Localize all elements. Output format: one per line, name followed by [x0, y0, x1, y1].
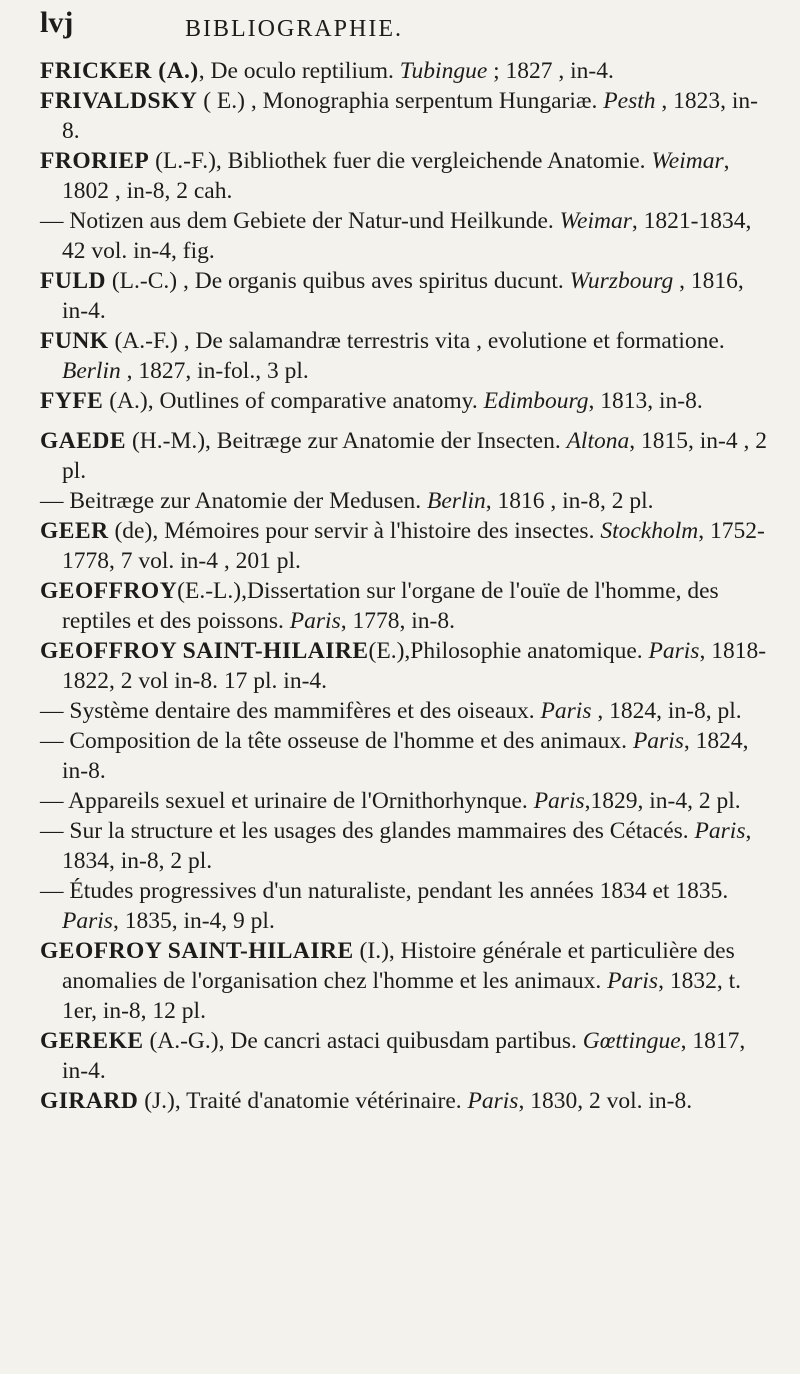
entry-author: FRIVALDSKY — [40, 88, 198, 114]
entry-author: GAEDE — [40, 428, 127, 454]
entry-details: , 1816, in-4. — [62, 268, 744, 324]
entry-place: Paris — [694, 818, 746, 844]
page-header — [40, 6, 740, 46]
entry-place: Berlin — [427, 488, 486, 514]
entry-title: — Beitræge zur Anatomie der Medusen. — [40, 488, 428, 514]
entry-place: Altona — [566, 428, 630, 454]
entry-details: , 1832, t. 1er, in-8, 12 pl. — [62, 968, 741, 1024]
entry-author: FUNK — [40, 328, 109, 354]
entry-place: Wurzbourg — [569, 268, 674, 294]
section-spacer — [40, 416, 768, 426]
bibliography-entry — [40, 636, 768, 696]
entry-details: , 1817, in-4. — [62, 1028, 746, 1084]
entry-title: , De oculo reptilium. — [198, 58, 400, 84]
entry-place: Paris — [289, 608, 341, 634]
bibliography-entry — [40, 426, 768, 486]
entry-place: Paris — [467, 1088, 519, 1114]
entry-title: (I.), Histoire générale et particulière des anomalies de l'organisation chez l'homme et les animaux. — [62, 938, 735, 994]
entry-details: , 1830, 2 vol. in-8. — [518, 1088, 693, 1114]
bibliography-entry — [40, 936, 768, 1026]
entry-place: Pesth — [603, 88, 656, 114]
entry-details: ,1829, in-4, 2 pl. — [584, 788, 741, 814]
running-title: BIBLIOGRAPHIE. — [185, 16, 403, 42]
entry-place: Edimbourg — [483, 388, 589, 414]
entry-details: , 1752-1778, 7 vol. in-4 , 201 pl. — [62, 518, 765, 574]
entry-title: (H.-M.), Beitræge zur Anatomie der Insecten. — [126, 428, 567, 454]
entry-author: FRICKER (A.) — [40, 58, 199, 84]
bibliography-entry — [40, 86, 768, 146]
entry-details: , 1813, in-8. — [588, 388, 703, 414]
bibliography-list — [40, 56, 768, 1116]
entry-title: (A.), Outlines of comparative anatomy. — [103, 388, 484, 414]
entry-details: , 1823, in-8. — [62, 88, 758, 144]
entry-title: (L.-C.) , De organis quibus aves spiritus ducunt. — [105, 268, 570, 294]
entry-title: ( E.) , Monographia serpentum Hungariæ. — [197, 88, 604, 114]
entry-title: — Appareils sexuel et urinaire de l'Ornithorhynque. — [40, 788, 534, 814]
bibliography-entry — [40, 816, 768, 876]
entry-place: Tubingue — [399, 58, 488, 84]
entry-place: Berlin — [62, 358, 121, 384]
entry-details: , 1802 , in-8, 2 cah. — [62, 148, 730, 204]
bibliography-entry — [40, 266, 768, 326]
entry-place: Weimar — [559, 208, 632, 234]
entry-place: Paris — [632, 728, 684, 754]
entry-place: Paris — [540, 698, 592, 724]
bibliography-entry — [40, 486, 768, 516]
page-number: lvj — [40, 6, 74, 39]
bibliography-entry — [40, 876, 768, 936]
entry-details: , 1824, in-8, pl. — [591, 698, 742, 724]
entry-details: , 1821-1834, 42 vol. in-4, fig. — [62, 208, 752, 264]
entry-title: — Notizen aus dem Gebiete der Natur-und Heilkunde. — [40, 208, 560, 234]
entry-details: , 1778, in-8. — [340, 608, 455, 634]
entry-title: (A.-F.) , De salamandræ terrestris vita , evolutione et formatione. — [108, 328, 725, 354]
entry-title: (E.-L.),Dissertation sur l'organe de l'ouïe de l'homme, des reptiles et des poissons. — [62, 578, 719, 634]
bibliography-entry — [40, 576, 768, 636]
bibliography-entry — [40, 516, 768, 576]
entry-author: FRORIEP — [40, 148, 150, 174]
entry-place: Paris — [62, 908, 113, 934]
entry-place: Weimar — [651, 148, 724, 174]
entry-title: — Composition de la tête osseuse de l'homme et des animaux. — [40, 728, 633, 754]
bibliography-entry — [40, 726, 768, 786]
entry-author: GEREKE — [40, 1028, 144, 1054]
entry-place: Paris — [648, 638, 700, 664]
entry-details: , 1834, in-8, 2 pl. — [62, 818, 752, 874]
entry-title: (J.), Traité d'anatomie vétérinaire. — [138, 1088, 468, 1114]
bibliography-entry — [40, 326, 768, 386]
bibliography-entry — [40, 56, 768, 86]
bibliography-entry — [40, 386, 768, 416]
entry-title: — Système dentaire des mammifères et des oiseaux. — [40, 698, 541, 724]
entry-title: — Sur la structure et les usages des glandes mammaires des Cétacés. — [40, 818, 695, 844]
entry-place: Gœttingue — [582, 1028, 681, 1054]
entry-author: GEER — [40, 518, 109, 544]
bibliography-entry — [40, 146, 768, 206]
bibliography-entry — [40, 206, 768, 266]
bibliography-entry — [40, 1086, 768, 1116]
entry-title: (L.-F.), Bibliothek fuer die vergleichende Anatomie. — [149, 148, 652, 174]
entry-title: — Études progressives d'un naturaliste, pendant les années 1834 et 1835. — [40, 878, 729, 904]
entry-details: , 1815, in-4 , 2 pl. — [62, 428, 767, 484]
entry-title: (A.-G.), De cancri astaci quibusdam partibus. — [143, 1028, 583, 1054]
entry-place: Paris — [607, 968, 659, 994]
entry-author: GEOFFROY SAINT-HILAIRE — [40, 638, 369, 664]
entry-author: FYFE — [40, 388, 104, 414]
entry-details: , 1827, in-fol., 3 pl. — [120, 358, 309, 384]
bibliography-entry — [40, 696, 768, 726]
entry-author: GIRARD — [40, 1088, 139, 1114]
entry-place: Stockholm — [600, 518, 699, 544]
entry-title: (de), Mémoires pour servir à l'histoire des insectes. — [108, 518, 601, 544]
entry-place: Paris — [533, 788, 585, 814]
bibliography-entry — [40, 786, 768, 816]
entry-author: GEOFFROY — [40, 578, 178, 604]
entry-author: GEOFROY SAINT-HILAIRE — [40, 938, 354, 964]
bibliography-entry — [40, 1026, 768, 1086]
entry-details: ; 1827 , in-4. — [487, 58, 614, 84]
entry-details: , 1818-1822, 2 vol in-8. 17 pl. in-4. — [62, 638, 767, 694]
entry-details: , 1824, in-8. — [62, 728, 749, 784]
entry-author: FULD — [40, 268, 106, 294]
entry-details: , 1835, in-4, 9 pl. — [112, 908, 275, 934]
entry-title: (E.),Philosophie anatomique. — [368, 638, 649, 664]
entry-details: , 1816 , in-8, 2 pl. — [485, 488, 654, 514]
